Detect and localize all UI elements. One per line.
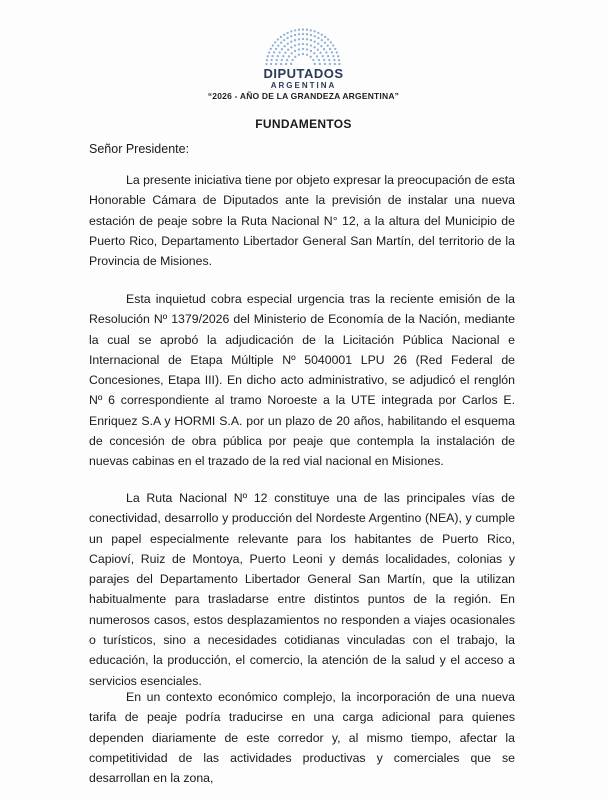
emblem-seat-dot <box>334 48 336 50</box>
emblem-seat-dot <box>317 49 319 51</box>
emblem-seat-dot <box>270 63 272 65</box>
emblem-seat-dot <box>310 50 312 52</box>
emblem-seat-dot <box>294 29 296 31</box>
emblem-seat-dot <box>285 63 287 65</box>
emblem-seat-dot <box>274 41 276 43</box>
emblem-seat-dot <box>270 59 272 61</box>
emblem-seat-dot <box>310 56 312 58</box>
emblem-seat-dot <box>314 41 316 43</box>
emblem-seat-dot <box>276 59 278 61</box>
emblem-seat-dot <box>323 59 325 61</box>
emblem-seat-dot <box>270 48 272 50</box>
emblem-seat-dot <box>277 55 279 57</box>
paragraph-2: Esta inquietud cobra especial urgencia tras la reciente emisión de la Resolución Nº 1379/2026 del Ministerio de Economía de la Nación, mediante la cual se aprobó la adjudicación de la Licitación Pública Nacional e Internacional de Etapa Múltiple Nº 5040001 LPU 26 (Red Federal de Concesiones, Etapa III). En dicho acto administrativo, se adjudicó el renglón Nº 6 correspondiente al tramo Noroeste a la UTE integrada por Carlos E. Enriquez S.A y HORMI S.A. por un plazo de 20 años, habilitando el esquema de concesión de obra pública por peaje que contempla la instalación de nuevas cabinas en el trazado de la red vial nacional en Misiones. <box>89 292 515 469</box>
emblem-seat-dot <box>302 33 304 35</box>
emblem-seat-dot <box>318 59 320 61</box>
emblem-seat-dot <box>306 54 308 56</box>
salutation: Señor Presidente: <box>89 142 190 156</box>
emblem-seat-dot <box>291 59 293 61</box>
emblem-seat-dot <box>327 44 329 46</box>
emblem-seat-dot <box>294 50 296 52</box>
emblem-seat-dot <box>306 48 308 50</box>
paragraph-3: La Ruta Nacional Nº 12 constituye una de las principales vías de conectividad, desarrollo y producción del Nordeste Argentino (NEA), y cumple un papel especialmente relevante para los habitantes de Puerto Rico, Capioví, Ruiz de Montoya, Puerto Leoni y demás localidades, colonias y parajes del Departamento Libertador General San Martín, que la utilizan habitualmente para trasladarse entre distintos puntos de la región. En numerosos casos, estos desplazamientos no responden a viajes ocasionales o turísticos, sino a necesidades cotidianas vinculadas con el trabajo, la educación, la producción, el comercio, la atención de la salud y el acceso a servicios esenciales. <box>89 491 515 688</box>
emblem-seat-dot <box>325 51 327 53</box>
emblem-seat-dot <box>306 43 308 45</box>
emblem-seat-dot <box>271 55 273 57</box>
emblem-seat-dot <box>277 38 279 40</box>
emblem-seat-dot <box>290 30 292 32</box>
emblem-seat-dot <box>337 55 339 57</box>
emblem-seat-dot <box>290 35 292 37</box>
emblem-seat-dot <box>273 51 275 53</box>
emblem-seat-dot <box>320 45 322 47</box>
emblem-seat-dot <box>329 63 331 65</box>
paragraph-4: En un contexto económico complejo, la incorporación de una nueva tarifa de peaje podría traducirse en una carga adicional para quienes dependen diariamente de este corredor y, al mismo tiempo, afectar la competitividad de las actividades productivas y comerciales que se desarrollan en la zona, <box>89 690 515 786</box>
emblem-seat-dot <box>330 41 332 43</box>
emblem-seat-dot <box>314 35 316 37</box>
emblem-seat-dot <box>317 43 319 45</box>
emblem-seat-dot <box>281 59 283 61</box>
emblem-seat-dot <box>278 51 280 53</box>
emblem-seat-dot <box>310 34 312 36</box>
emblem-seat-dot <box>286 59 288 61</box>
emblem-seat-dot <box>310 29 312 31</box>
emblem-seat-dot <box>302 43 304 45</box>
emblem-seat-dot <box>294 34 296 36</box>
emblem-seat-dot <box>281 48 283 50</box>
emblem-seat-dot <box>298 48 300 50</box>
letterhead-subtitle: ARGENTINA <box>270 81 337 90</box>
document-heading: FUNDAMENTOS <box>255 117 352 131</box>
emblem-seat-dot <box>280 63 282 65</box>
emblem-seat-dot <box>328 59 330 61</box>
emblem-seat-dot <box>283 45 285 47</box>
emblem-seat-dot <box>321 34 323 36</box>
letterhead-title: DIPUTADOS <box>263 66 344 81</box>
emblem-seat-dot <box>316 55 318 57</box>
emblem-seat-dot <box>284 52 286 54</box>
emblem-seat-dot <box>290 63 292 65</box>
emblem-seat-dot <box>283 34 285 36</box>
emblem-seat-dot <box>322 55 324 57</box>
paragraph-1: La presente iniciativa tiene por objeto expresar la preocupación de esta Honorable Cámara de Diputados ante la previsión de instalar una nueva estación de peaje sobre la Ruta Nacional N° 12, a la altura del Municipio de Puerto Rico, Departamento Libertador General San Martín, del territorio de la Provincia de Misiones. <box>89 173 515 269</box>
emblem-seat-dot <box>275 63 277 65</box>
emblem-seat-dot <box>314 30 316 32</box>
emblem-seat-dot <box>306 38 308 40</box>
emblem-seat-dot <box>294 44 296 46</box>
congress-dome-icon <box>263 28 343 68</box>
emblem-seat-dot <box>338 63 340 65</box>
emblem-seat-dot <box>302 53 304 55</box>
emblem-seat-dot <box>265 63 267 65</box>
emblem-seat-dot <box>331 51 333 53</box>
emblem-seat-dot <box>302 28 304 30</box>
letterhead-motto: “2026 - AÑO DE LA GRANDEZA ARGENTINA” <box>207 91 400 101</box>
emblem-seat-dot <box>280 36 282 38</box>
emblem-seat-dot <box>323 48 325 50</box>
emblem-seat-dot <box>327 38 329 40</box>
emblem-seat-dot <box>302 48 304 50</box>
emblem-seat-dot <box>310 44 312 46</box>
emblem-seat-dot <box>313 52 315 54</box>
emblem-seat-dot <box>314 63 316 65</box>
emblem-seat-dot <box>283 39 285 41</box>
emblem-seat-dot <box>298 29 300 31</box>
emblem-seat-dot <box>324 42 326 44</box>
emblem-seat-dot <box>294 56 296 58</box>
emblem-seat-dot <box>321 39 323 41</box>
emblem-seat-dot <box>302 38 304 40</box>
emblem-seat-dot <box>319 63 321 65</box>
emblem-seat-dot <box>306 33 308 35</box>
emblem-seat-dot <box>291 52 293 54</box>
emblem-seat-dot <box>287 32 289 34</box>
emblem-seat-dot <box>286 37 288 39</box>
emblem-seat-dot <box>298 54 300 56</box>
emblem-seat-dot <box>306 29 308 31</box>
emblem-seat-dot <box>317 37 319 39</box>
emblem-seat-dot <box>280 42 282 44</box>
emblem-seat-dot <box>324 36 326 38</box>
emblem-seat-dot <box>275 48 277 50</box>
emblem-seat-dot <box>332 55 334 57</box>
emblem-seat-dot <box>312 59 314 61</box>
emblem-seat-dot <box>287 49 289 51</box>
emblem-seat-dot <box>268 51 270 53</box>
emblem-seat-dot <box>272 44 274 46</box>
emblem-seat-dot <box>338 59 340 61</box>
emblem-seat-dot <box>333 59 335 61</box>
emblem-seat-dot <box>327 55 329 57</box>
emblem-seat-dot <box>298 33 300 35</box>
emblem-seat-dot <box>290 46 292 48</box>
emblem-seat-dot <box>334 63 336 65</box>
emblem-seat-dot <box>267 55 269 57</box>
emblem-seat-dot <box>319 52 321 54</box>
emblem-seat-dot <box>324 63 326 65</box>
emblem-seat-dot <box>294 39 296 41</box>
emblem-seat-dot <box>282 55 284 57</box>
emblem-seat-dot <box>298 43 300 45</box>
emblem-seat-dot <box>290 41 292 43</box>
emblem-seat-dot <box>288 55 290 57</box>
emblem-seat-dot <box>336 51 338 53</box>
emblem-seat-dot <box>317 32 319 34</box>
emblem-seat-dot <box>313 46 315 48</box>
emblem-seat-dot <box>310 39 312 41</box>
emblem-seat-dot <box>277 44 279 46</box>
emblem-seat-dot <box>298 38 300 40</box>
emblem-seat-dot <box>332 44 334 46</box>
emblem-seat-dot <box>266 59 268 61</box>
emblem-seat-dot <box>329 48 331 50</box>
emblem-seat-dot <box>287 43 289 45</box>
